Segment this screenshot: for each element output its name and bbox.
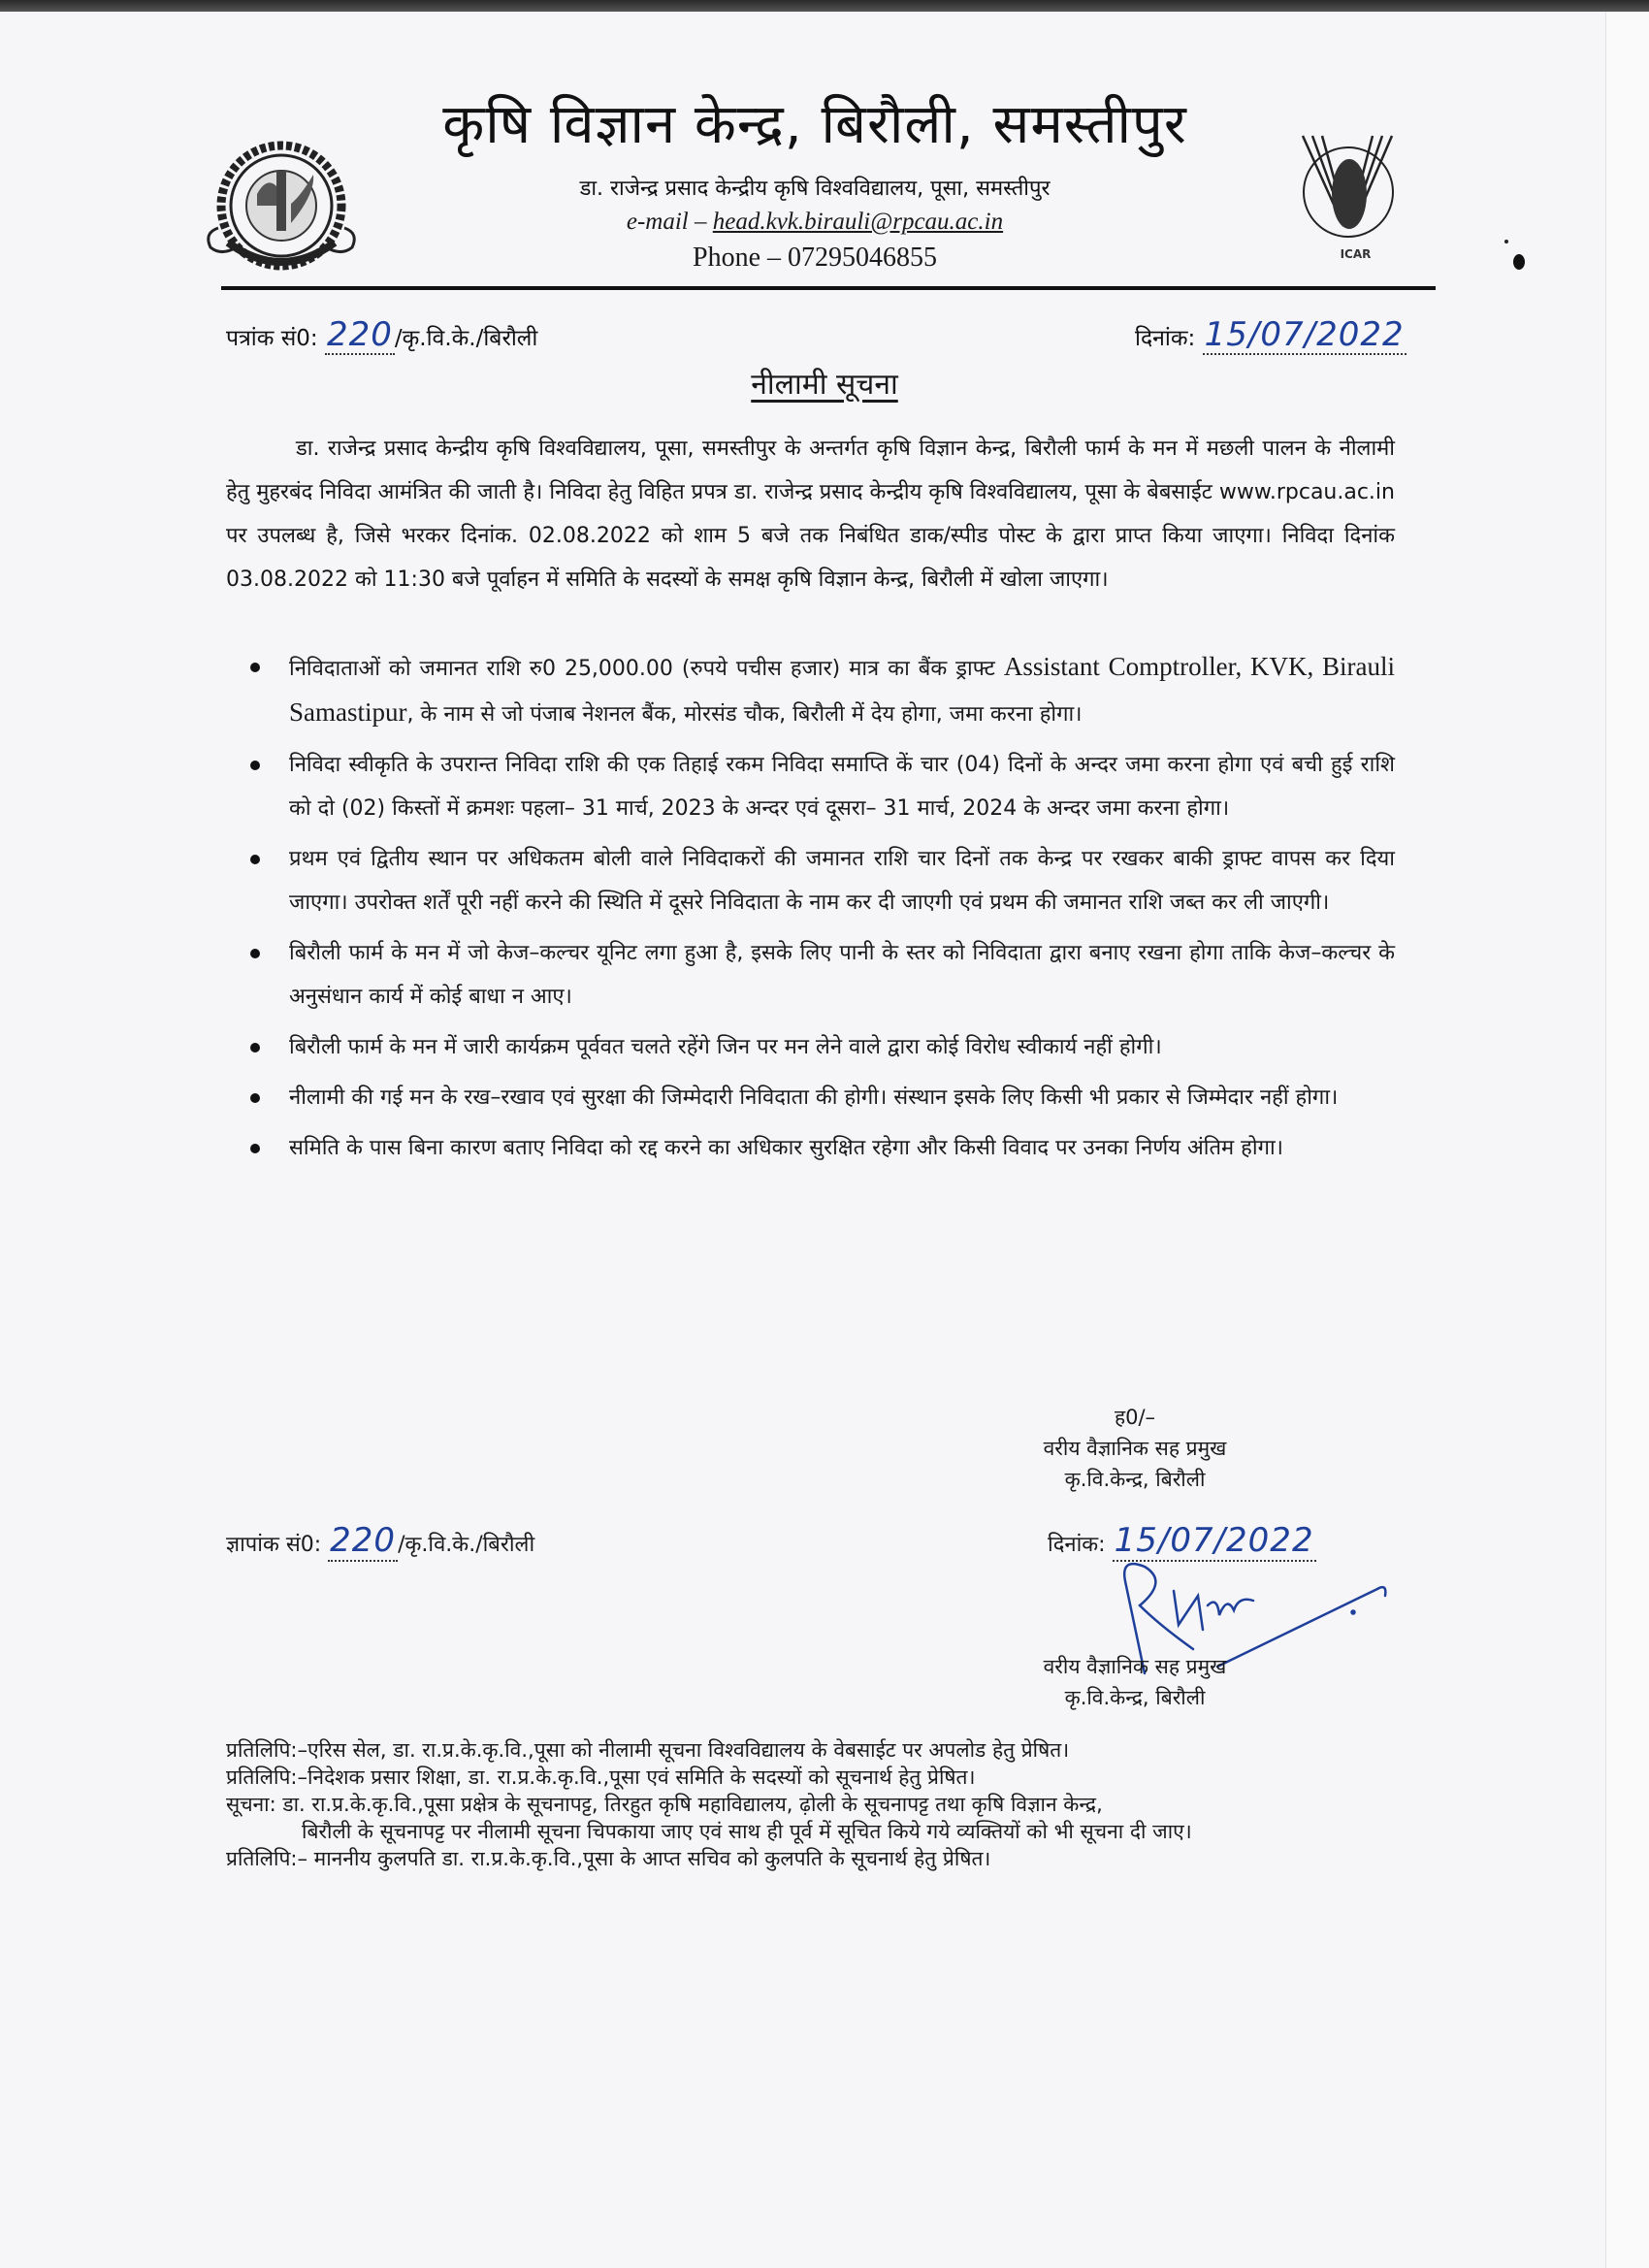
page-edge — [1605, 12, 1649, 2268]
memo-number-suffix: /कृ.वि.के./बिरौली — [398, 1533, 535, 1557]
letter-date-label: दिनांक: — [1135, 326, 1196, 351]
signatory-office: कृ.वि.केन्द्र, बिरौली — [1064, 1686, 1206, 1709]
memo-number-label: ज्ञापांक सं0: — [226, 1533, 322, 1557]
notice-line: सूचना: डा. रा.प्र.के.कृ.वि.,पूसा प्रक्षेत्र के सूचनापट्ट, तिरहुत कृषि महाविद्यालय, ढ़ोली के सूचनापट्ट तथा कृषि विज्ञान केन्द्र, — [226, 1793, 1103, 1816]
memo-date-label: दिनांक: — [1048, 1533, 1106, 1557]
icar-logo-text: ICAR — [1340, 247, 1372, 261]
letter-date: 15/07/2022 — [1204, 315, 1405, 354]
bullet-icon — [250, 1043, 260, 1053]
condition-item: निविदा स्वीकृति के उपरान्त निविदा राशि की एक तिहाई रकम निविदा समाप्ति कें चार (04) दिनों के अन्दर जमा करना होगा एवं बची हुई राशि को दो (02) किस्तों में क्रमशः पहला– 31 मार्च, 2023 के अन्दर एवं दूसरा– 31 मार्च, 2024 के अन्दर जमा करना होगा। — [250, 743, 1395, 830]
signatory-designation: वरीय वैज्ञानिक सह प्रमुख — [1043, 1655, 1227, 1678]
scan-top-edge — [0, 0, 1649, 12]
ink-dot — [1504, 240, 1508, 243]
bullet-icon — [250, 949, 260, 958]
copies-section — [226, 1736, 1400, 1872]
copy-line: प्रतिलिपि:– माननीय कुलपति डा. रा.प्र.के.कृ.वि.,पूसा के आप्त सचिव को कुलपति के सूचनार्थ हेतु प्रेषित। — [226, 1847, 991, 1870]
copy-line: प्रतिलिपि:–निदेशक प्रसार शिक्षा, डा. रा.प्र.के.कृ.वि.,पूसा एवं समिति के सदस्यों को सूचनार्थ हेतु प्रेषित। — [226, 1766, 976, 1789]
bullet-icon — [250, 663, 260, 672]
letter-number-line — [226, 315, 538, 355]
letter-number-suffix: /कृ.वि.के./बिरौली — [394, 326, 538, 351]
signed-mark: ह0/– — [1114, 1406, 1156, 1429]
bullet-icon — [250, 1144, 260, 1153]
condition-item: बिरौली फार्म के मन में जारी कार्यक्रम पूर्ववत चलते रहेंगे जिन पर मन लेने वाले द्वारा कोई विरोध स्वीकार्य नहीं होगी। — [250, 1025, 1395, 1069]
letterhead-divider — [221, 286, 1436, 290]
signatory-block-2 — [1004, 1651, 1266, 1713]
letter-number: 220 — [326, 315, 393, 354]
bullet-icon — [250, 761, 260, 770]
email-link[interactable]: head.kvk.birauli@rpcau.ac.in — [712, 209, 1004, 235]
letterhead-title: कृषि विज्ञान केन्द्र, बिरौली, समस्तीपुर — [442, 93, 1187, 156]
bullet-icon — [250, 855, 260, 864]
letter-date-line — [1135, 315, 1406, 355]
copy-line: प्रतिलिपि:–एरिस सेल, डा. रा.प्र.के.कृ.वि.,पूसा को नीलामी सूचना विश्वविद्यालय के वेबसाईट पर अपलोड हेतु प्रेषित। — [226, 1738, 1070, 1762]
signatory-designation: वरीय वैज्ञानिक सह प्रमुख — [1043, 1437, 1227, 1460]
condition-item: समिति के पास बिना कारण बताए निविदा को रद्द करने का अधिकार सुरक्षित रहेगा और किसी विवाद पर उनका निर्णय अंतिम होगा। — [250, 1126, 1395, 1170]
condition-item: प्रथम एवं द्वितीय स्थान पर अधिकतम बोली वाले निविदाकरों की जमानत राशि चार दिनों तक केन्द्र पर रखकर बाकी ड्राफ्ट वापस कर दिया जाएगा। उपरोक्त शर्तें पूरी नहीं करने की स्थिति में दूसरे निविदाता के नाम कर दी जाएगी एवं प्रथम की जमानत राशि जब्त कर ली जाएगी। — [250, 837, 1395, 924]
letter-number-label: पत्रांक सं0: — [226, 326, 318, 351]
condition-item: नीलामी की गई मन के रख–रखाव एवं सुरक्षा की जिम्मेदारी निविदाता की होगी। संस्थान इसके लिए किसी भी प्रकार से जिम्मेदार नहीं होगा। — [250, 1076, 1395, 1119]
memo-number-line — [226, 1521, 535, 1562]
conditions-list — [250, 645, 1395, 1177]
intro-paragraph: डा. राजेन्द्र प्रसाद केन्द्रीय कृषि विश्वविद्यालय, पूसा, समस्तीपुर के अन्तर्गत कृषि विज्ञान केन्द्र, बिरौली फार्म के मन में मछली पालन के नीलामी हेतु मुहरबंद निविदा आमंत्रित की जाती है। निविदा हेतु विहित प्रपत्र डा. राजेन्द्र प्रसाद केन्द्रीय कृषि विश्वविद्यालय, पूसा के बेबसाईट www.rpcau.ac.in पर उपलब्ध है, जिसे भरकर दिनांक. 02.08.2022 को शाम 5 बजे तक निबंधित डाक/स्पीड पोस्ट के द्वारा प्राप्त किया जाएगा। निविदा दिनांक 03.08.2022 को 11:30 बजे पूर्वाहन में समिति के सदस्यों के समक्ष कृषि विज्ञान केन्द्र, बिरौली में खोला जाएगा। — [226, 437, 1395, 592]
ink-blot — [1513, 254, 1525, 270]
memo-date: 15/07/2022 — [1114, 1521, 1314, 1560]
signatory-block-1 — [1004, 1402, 1266, 1495]
memo-number: 220 — [330, 1521, 397, 1560]
notice-title: नीलामी सूचना — [751, 368, 898, 402]
condition-item: बिरौली फार्म के मन में जो केज–कल्चर यूनिट लगा हुआ है, इसके लिए पानी के स्तर को निविदाता द्वारा बनाए रखना होगा ताकि केज–कल्चर के अनुसंधान कार्य में कोई बाधा न आए। — [250, 931, 1395, 1019]
letterhead-email — [388, 209, 1242, 236]
notice-line-continued: बिरौली के सूचनापट्ट पर नीलामी सूचना चिपकाया जाए एवं साथ ही पूर्व में सूचित किये गये व्यक्तियों को भी सूचना दी जाए। — [302, 1820, 1192, 1843]
email-label: e-mail – — [626, 209, 713, 235]
university-seal-logo — [199, 136, 364, 291]
letterhead-phone: Phone – 07295046855 — [693, 243, 937, 273]
condition-item: निविदाताओं को जमानत राशि रु0 25,000.00 (रुपये पचीस हजार) मात्र का बैंक ड्राफ्ट Assistant Comptroller, KVK, Birauli Samastipur, के नाम से जो पंजाब नेशनल बैंक, मोरसंड चौक, बिरौली में देय होगा, जमा करना होगा। — [250, 645, 1395, 736]
bullet-icon — [250, 1093, 260, 1103]
letterhead-university: डा. राजेन्द्र प्रसाद केन्द्रीय कृषि विश्वविद्यालय, पूसा, समस्तीपुर — [579, 177, 1051, 201]
signatory-office: कृ.वि.केन्द्र, बिरौली — [1064, 1468, 1206, 1491]
